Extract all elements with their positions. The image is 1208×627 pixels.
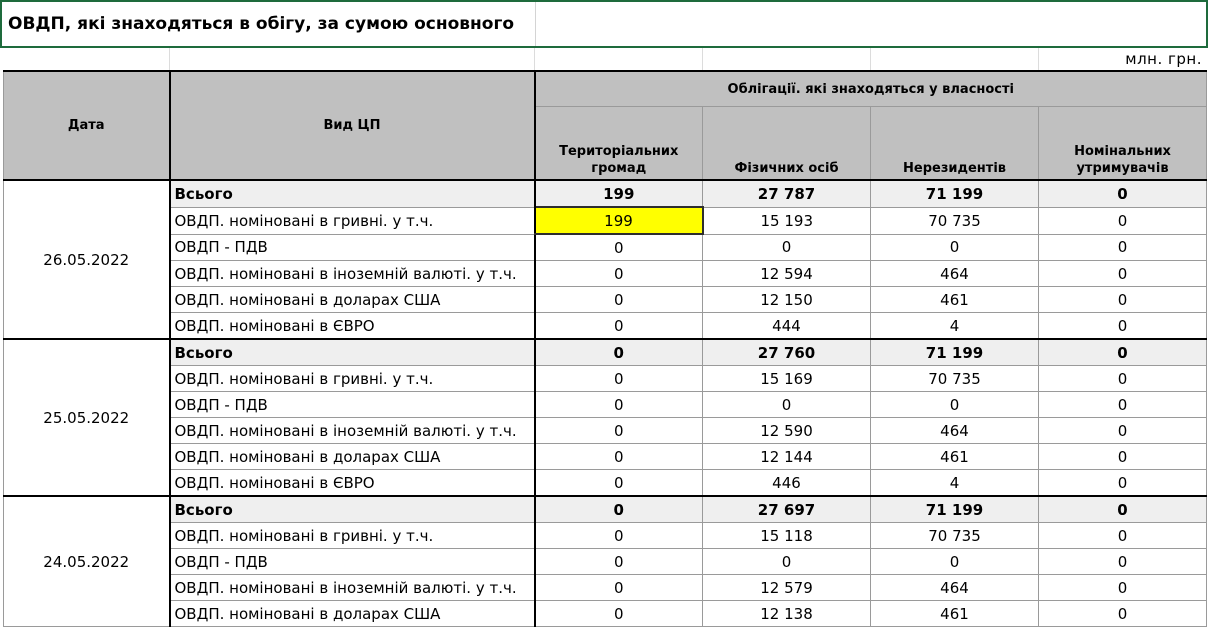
value-cell-territorial[interactable]: 0 [535, 575, 703, 601]
value-cell-nonresidents[interactable]: 70 735 [871, 207, 1039, 234]
header-date[interactable]: Дата [4, 71, 170, 180]
kind-cell[interactable]: ОВДП. номіновані в ЄВРО [170, 313, 535, 340]
value-cell-nominal-holders[interactable]: 0 [1039, 180, 1207, 207]
gridline [870, 48, 871, 70]
table-row [4, 470, 1207, 497]
value-cell-nominal-holders[interactable]: 0 [1039, 601, 1207, 627]
value-cell-individuals[interactable]: 12 150 [703, 287, 871, 313]
gridline [702, 48, 703, 70]
value-cell-individuals[interactable]: 446 [703, 470, 871, 497]
value-cell-nonresidents[interactable]: 461 [871, 287, 1039, 313]
value-cell-nominal-holders[interactable]: 0 [1039, 470, 1207, 497]
table-row-total [4, 339, 1207, 366]
value-cell-territorial[interactable]: 0 [535, 287, 703, 313]
table-row [4, 207, 1207, 234]
gridline [534, 48, 535, 70]
value-cell-territorial[interactable]: 0 [535, 549, 703, 575]
value-cell-individuals[interactable]: 12 579 [703, 575, 871, 601]
units-row [0, 48, 1208, 70]
value-cell-nominal-holders[interactable]: 0 [1039, 392, 1207, 418]
value-cell-nominal-holders[interactable]: 0 [1039, 287, 1207, 313]
value-cell-territorial[interactable]: 199 [535, 180, 703, 207]
value-cell-nonresidents[interactable]: 71 199 [871, 496, 1039, 523]
value-cell-nominal-holders[interactable]: 0 [1039, 261, 1207, 287]
kind-cell[interactable]: ОВДП - ПДВ [170, 392, 535, 418]
kind-cell[interactable]: ОВДП. номіновані в іноземній валюті. у т.ч. [170, 575, 535, 601]
kind-cell[interactable]: Всього [170, 496, 535, 523]
header-kind[interactable]: Вид ЦП [170, 71, 535, 180]
table-body [4, 180, 1207, 627]
value-cell-individuals[interactable]: 0 [703, 549, 871, 575]
header-owned-group[interactable]: Облігації. які знаходяться у власності [535, 71, 1207, 107]
title-cell-divider [535, 2, 536, 46]
value-cell-nonresidents[interactable]: 464 [871, 575, 1039, 601]
value-cell-nominal-holders[interactable]: 0 [1039, 575, 1207, 601]
table-row [4, 366, 1207, 392]
value-cell-individuals[interactable]: 27 697 [703, 496, 871, 523]
value-cell-nominal-holders[interactable]: 0 [1039, 523, 1207, 549]
value-cell-nominal-holders[interactable]: 0 [1039, 366, 1207, 392]
header-col-territorial[interactable]: Територіальних громад [535, 107, 703, 181]
value-cell-nonresidents[interactable]: 70 735 [871, 523, 1039, 549]
header-col-individuals[interactable]: Фізичних осіб [703, 107, 871, 181]
table-row [4, 392, 1207, 418]
table-row [4, 287, 1207, 313]
value-cell-nonresidents[interactable]: 0 [871, 234, 1039, 261]
gridline [1038, 48, 1039, 70]
value-cell-territorial[interactable]: 0 [535, 444, 703, 470]
value-cell-territorial[interactable]: 0 [535, 261, 703, 287]
kind-cell[interactable]: ОВДП. номіновані в ЄВРО [170, 470, 535, 497]
kind-cell[interactable]: ОВДП. номіновані в гривні. у т.ч. [170, 523, 535, 549]
value-cell-individuals[interactable]: 12 590 [703, 418, 871, 444]
value-cell-nonresidents[interactable]: 71 199 [871, 339, 1039, 366]
kind-cell[interactable]: ОВДП. номіновані в іноземній валюті. у т.ч. [170, 418, 535, 444]
table-row [4, 234, 1207, 261]
value-cell-individuals[interactable]: 12 138 [703, 601, 871, 627]
value-cell-nominal-holders[interactable]: 0 [1039, 234, 1207, 261]
value-cell-nonresidents[interactable]: 4 [871, 470, 1039, 497]
table-row [4, 601, 1207, 627]
value-cell-individuals[interactable]: 444 [703, 313, 871, 340]
table-row-total [4, 180, 1207, 207]
header-col-nonresidents[interactable]: Нерезидентів [871, 107, 1039, 181]
kind-cell[interactable]: ОВДП. номіновані в доларах США [170, 287, 535, 313]
value-cell-individuals[interactable]: 0 [703, 234, 871, 261]
kind-cell[interactable]: ОВДП. номіновані в гривні. у т.ч. [170, 366, 535, 392]
kind-cell[interactable]: ОВДП. номіновані в доларах США [170, 601, 535, 627]
value-cell-territorial[interactable]: 0 [535, 339, 703, 366]
value-cell-territorial[interactable]: 0 [535, 234, 703, 261]
value-cell-nominal-holders[interactable]: 0 [1039, 444, 1207, 470]
value-cell-nominal-holders[interactable]: 0 [1039, 313, 1207, 340]
value-cell-nonresidents[interactable]: 0 [871, 549, 1039, 575]
value-cell-individuals[interactable]: 0 [703, 392, 871, 418]
value-cell-territorial[interactable]: 0 [535, 601, 703, 627]
table-row [4, 575, 1207, 601]
table-row [4, 418, 1207, 444]
value-cell-individuals[interactable]: 12 144 [703, 444, 871, 470]
title-bar[interactable] [0, 0, 1208, 48]
kind-cell[interactable]: ОВДП - ПДВ [170, 234, 535, 261]
value-cell-nonresidents[interactable]: 70 735 [871, 366, 1039, 392]
kind-cell[interactable]: ОВДП. номіновані в доларах США [170, 444, 535, 470]
value-cell-nonresidents[interactable]: 461 [871, 444, 1039, 470]
table-row [4, 444, 1207, 470]
value-cell-nominal-holders[interactable]: 0 [1039, 496, 1207, 523]
value-cell-nominal-holders[interactable]: 0 [1039, 549, 1207, 575]
kind-cell[interactable]: ОВДП. номіновані в іноземній валюті. у т.ч. [170, 261, 535, 287]
value-cell-territorial[interactable]: 199 [535, 207, 703, 234]
date-cell[interactable]: 25.05.2022 [4, 339, 170, 496]
date-cell[interactable]: 26.05.2022 [4, 180, 170, 339]
value-cell-nonresidents[interactable]: 464 [871, 418, 1039, 444]
value-cell-individuals[interactable]: 27 787 [703, 180, 871, 207]
table-row [4, 261, 1207, 287]
kind-cell[interactable]: ОВДП - ПДВ [170, 549, 535, 575]
value-cell-individuals[interactable]: 27 760 [703, 339, 871, 366]
value-cell-nonresidents[interactable]: 464 [871, 261, 1039, 287]
bonds-table [3, 70, 1207, 627]
value-cell-territorial[interactable]: 0 [535, 313, 703, 340]
header-col-nominal-holders[interactable]: Номінальних утримувачів [1039, 107, 1207, 181]
gridline [169, 48, 170, 70]
value-cell-individuals[interactable]: 15 193 [703, 207, 871, 234]
value-cell-territorial[interactable]: 0 [535, 392, 703, 418]
value-cell-individuals[interactable]: 15 169 [703, 366, 871, 392]
table-row [4, 313, 1207, 340]
value-cell-nominal-holders[interactable]: 0 [1039, 339, 1207, 366]
value-cell-territorial[interactable]: 0 [535, 496, 703, 523]
value-cell-territorial[interactable]: 0 [535, 470, 703, 497]
date-cell[interactable]: 24.05.2022 [4, 496, 170, 627]
table-row [4, 523, 1207, 549]
value-cell-territorial[interactable]: 0 [535, 523, 703, 549]
kind-cell[interactable]: Всього [170, 180, 535, 207]
value-cell-nonresidents[interactable]: 461 [871, 601, 1039, 627]
value-cell-individuals[interactable]: 15 118 [703, 523, 871, 549]
table-row [4, 549, 1207, 575]
table-row-total [4, 496, 1207, 523]
kind-cell[interactable]: Всього [170, 339, 535, 366]
sheet-title: ОВДП, які знаходяться в обігу, за сумою основного [8, 14, 515, 34]
value-cell-nonresidents[interactable]: 71 199 [871, 180, 1039, 207]
kind-cell[interactable]: ОВДП. номіновані в гривні. у т.ч. [170, 207, 535, 234]
value-cell-nominal-holders[interactable]: 0 [1039, 207, 1207, 234]
value-cell-nonresidents[interactable]: 0 [871, 392, 1039, 418]
value-cell-territorial[interactable]: 0 [535, 366, 703, 392]
units-label: млн. грн. [1125, 50, 1202, 68]
value-cell-nominal-holders[interactable]: 0 [1039, 418, 1207, 444]
value-cell-individuals[interactable]: 12 594 [703, 261, 871, 287]
value-cell-territorial[interactable]: 0 [535, 418, 703, 444]
value-cell-nonresidents[interactable]: 4 [871, 313, 1039, 340]
